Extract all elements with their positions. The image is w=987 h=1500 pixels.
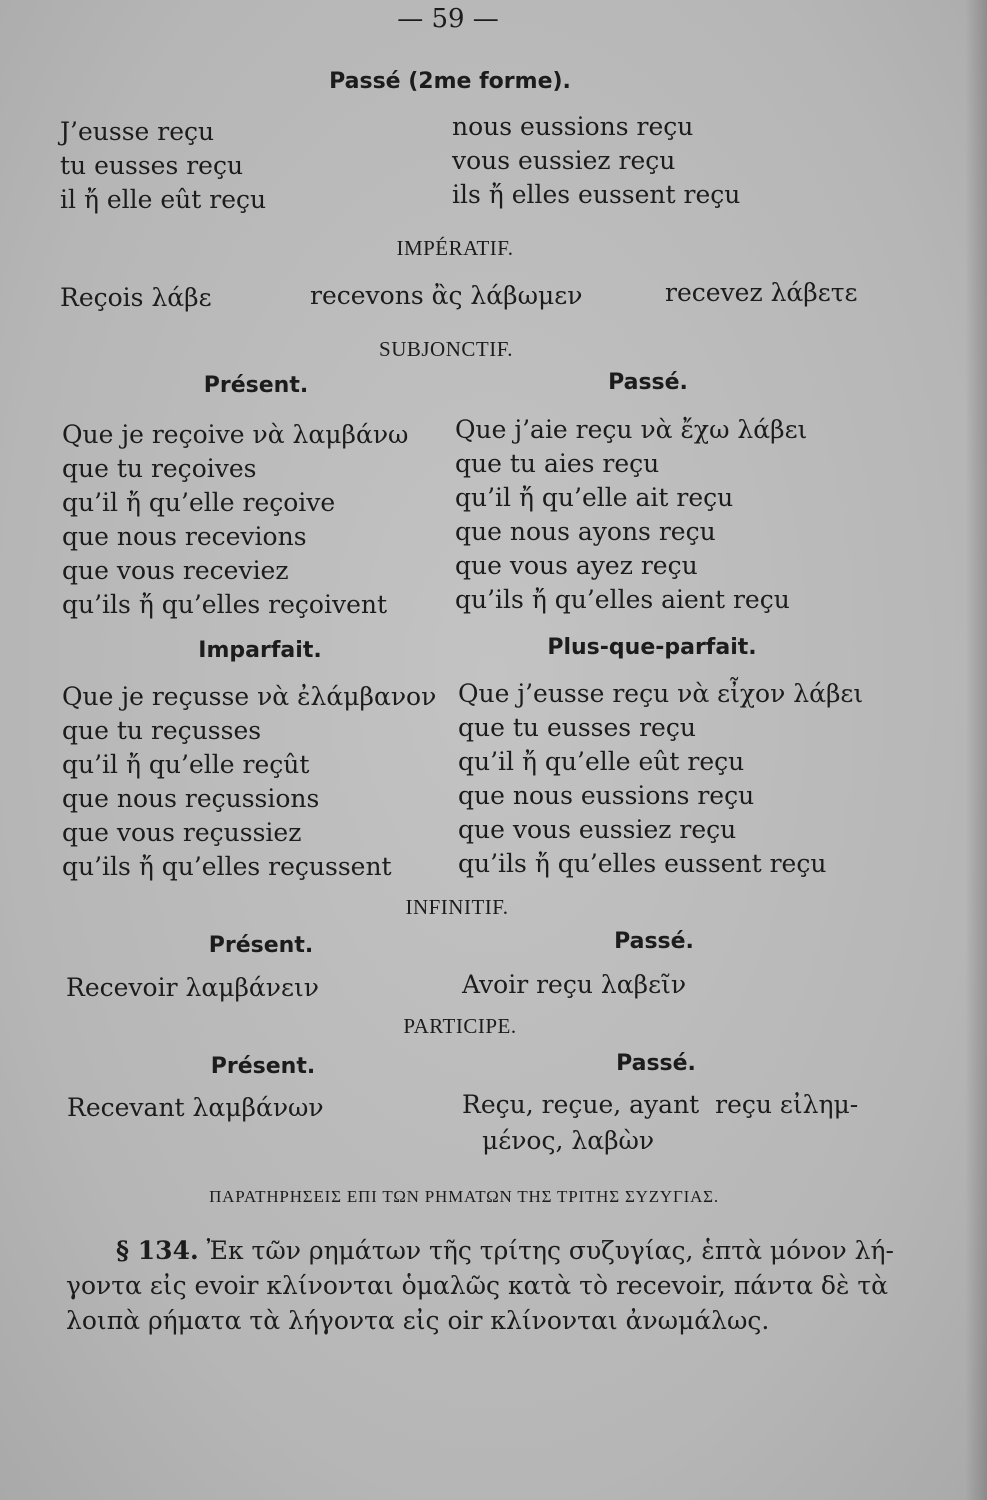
- observations-paragraph: [66, 1233, 894, 1338]
- subj-pqp-line-4: que nous eussions reçu: [458, 781, 755, 810]
- subj-imparfait-line-5: que vous reçussiez: [62, 818, 302, 847]
- passe-2e-right-1: nous eussions reçu: [452, 112, 694, 141]
- participe-heading: PARTICIPE.: [403, 1014, 517, 1038]
- passe-2e-heading-text: Passé (2me forme).: [329, 69, 571, 94]
- infinitif-passe: Avoir reçu λαβεῖν: [462, 970, 687, 999]
- subj-present-line-1: Que je reçoive νὰ λαμβάνω: [62, 420, 409, 449]
- subj-pqp-heading: Plus-que-parfait.: [547, 635, 757, 660]
- page-number: — 59 —: [397, 4, 499, 34]
- page-edge-shadow: [965, 0, 987, 1500]
- observations-line-1: [66, 1233, 894, 1268]
- infinitif-present: Recevoir λαμβάνειν: [66, 973, 319, 1002]
- infinitif-present-heading: Présent.: [208, 933, 314, 958]
- subj-present-line-2: que tu reçoives: [62, 454, 257, 483]
- subj-passe-line-4: que nous ayons reçu: [455, 517, 716, 546]
- participe-passe-line-1: Reçu, reçue, ayant reçu εἰλημ-: [462, 1090, 859, 1119]
- subj-present-line-3: qu’il ἤ qu’elle reçoive: [62, 488, 336, 517]
- imperatif-item-2: recevons ἂς λάβωμεν: [310, 281, 583, 310]
- subj-present-line-6: qu’ils ἤ qu’elles reçoivent: [62, 590, 388, 619]
- participe-present: Recevant λαμβάνων: [67, 1093, 324, 1122]
- observations-heading: ΠΑΡΑΤΗΡΗΣΕΙΣ ΕΠΙ ΤΩΝ ΡΗΜΑΤΩΝ ΤΗΣ ΤΡΙΤΗΣ ΣΥΖΥΓΙΑΣ.: [209, 1187, 719, 1206]
- passe-2e-left-3: il ἤ elle eût reçu: [60, 185, 267, 214]
- passe-2e-left-1: J’eusse reçu: [60, 117, 215, 146]
- observations-line-2: γοντα εἰς evoir κλίνονται ὁμαλῶς κατὰ τὸ recevoir, πάντα δὲ τὰ: [66, 1271, 889, 1300]
- imperatif-item-1: Reçois λάβε: [60, 283, 212, 312]
- participe-present-heading: Présent.: [210, 1054, 316, 1079]
- subj-imparfait-line-6: qu’ils ἤ qu’elles reçussent: [62, 852, 392, 881]
- subj-present-line-5: que vous receviez: [62, 556, 289, 585]
- subjonctif-heading: SUBJONCTIF.: [379, 337, 513, 361]
- observations-line-3: λοιπὰ ρήματα τὰ λήγοντα εἰς oir κλίνονται ἀνωμάλως.: [66, 1306, 770, 1335]
- subj-pqp-line-6: qu’ils ἤ qu’elles eussent reçu: [458, 849, 827, 878]
- subj-passe-line-1: Que j’aie reçu νὰ ἔχω λάβει: [455, 415, 808, 444]
- subj-passe-line-6: qu’ils ἤ qu’elles aient reçu: [455, 585, 790, 614]
- passe-2e-right-2: vous eussiez reçu: [452, 146, 676, 175]
- infinitif-heading: INFINITIF.: [405, 895, 509, 919]
- subj-pqp-line-2: que tu eusses reçu: [458, 713, 696, 742]
- subj-passe-line-5: que vous ayez reçu: [455, 551, 698, 580]
- subj-imparfait-line-4: que nous reçussions: [62, 784, 320, 813]
- infinitif-passe-heading: Passé.: [614, 929, 694, 954]
- subj-passe-heading: Passé.: [608, 370, 688, 395]
- subj-imparfait-line-2: que tu reçusses: [62, 716, 262, 745]
- imperatif-item-3: recevez λάβετε: [665, 278, 858, 307]
- subj-passe-line-2: que tu aies reçu: [455, 449, 660, 478]
- subj-pqp-line-1: Que j’eusse reçu νὰ εἶχον λάβει: [458, 679, 864, 708]
- imperatif-heading: IMPÉRATIF.: [396, 236, 514, 260]
- observations-line-1-text: Ἐκ τῶν ρημάτων τῆς τρίτης συζυγίας, ἑπτὰ μόνον λή-: [206, 1236, 894, 1265]
- passe-2e-left-2: tu eusses reçu: [60, 151, 244, 180]
- subj-passe-line-3: qu’il ἤ qu’elle ait reçu: [455, 483, 734, 512]
- subj-imparfait-heading: Imparfait.: [198, 638, 322, 663]
- passe-2e-heading: [329, 68, 571, 96]
- subj-pqp-line-3: qu’il ἤ qu’elle eût reçu: [458, 747, 745, 776]
- subj-imparfait-line-3: qu’il ἤ qu’elle reçût: [62, 750, 310, 779]
- passe-2e-right-3: ils ἤ elles eussent reçu: [452, 180, 741, 209]
- participe-passe-heading: Passé.: [616, 1051, 696, 1076]
- subj-pqp-line-5: que vous eussiez reçu: [458, 815, 737, 844]
- subj-present-heading: Présent.: [203, 373, 309, 398]
- participe-passe-line-2: μένος, λαβὼν: [482, 1126, 655, 1155]
- section-number: § 134.: [116, 1236, 199, 1265]
- subj-imparfait-line-1: Que je reçusse νὰ ἐλάμβανον: [62, 682, 437, 711]
- subj-present-line-4: que nous recevions: [62, 522, 307, 551]
